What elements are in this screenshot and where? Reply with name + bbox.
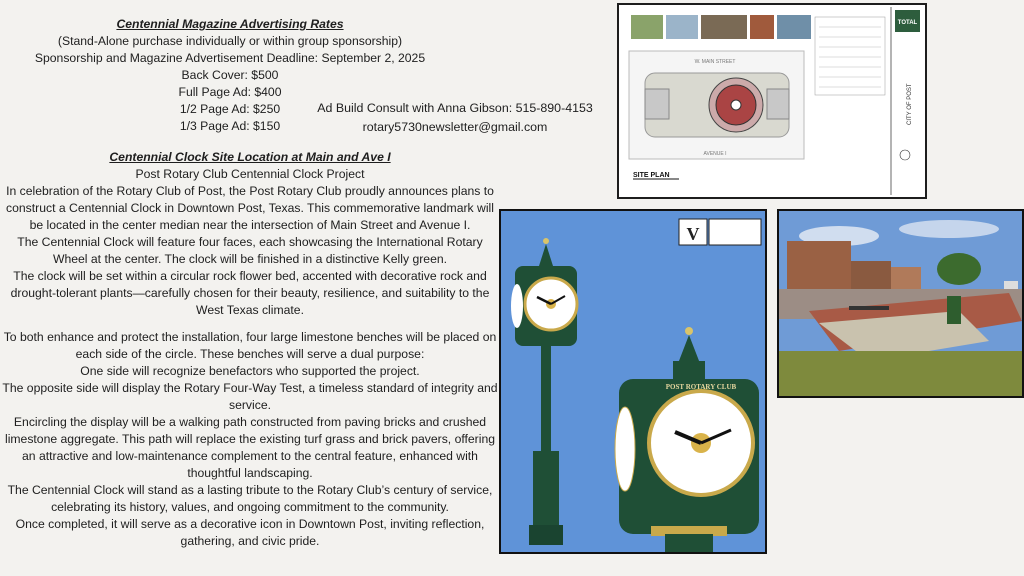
clock-site-title: Centennial Clock Site Location at Main and Ave I (109, 150, 391, 164)
paragraph: In celebration of the Rotary Club of Post, the Post Rotary Club proudly announces plans to construct a Centennial Clock in Downtown Post, Texas. This commemorative landmark will be located in the center median near the intersection of Main Street and Avenue I. (6, 184, 494, 232)
paragraph: Once completed, it will serve as a decorative icon in Downtown Post, inviting reflection, gathering, and civic pride. (15, 517, 485, 548)
bench (767, 89, 789, 119)
consult-contact: Ad Build Consult with Anna Gibson: 515-890-4153 (317, 101, 593, 115)
rate-full-page: Full Page Ad: $400 (178, 85, 282, 99)
thumb-photo (701, 15, 747, 39)
paragraph: To both enhance and protect the installation, four large limestone benches will be placed on each side of the circle. These benches will serve a dual purpose: (3, 330, 497, 361)
rate-third-page: 1/3 Page Ad: $150 (179, 119, 281, 133)
rate-half-page: 1/2 Page Ad: $250 (179, 102, 281, 116)
planter (947, 296, 961, 324)
clock-photo (499, 209, 767, 554)
tree (937, 253, 981, 285)
consult-email[interactable]: rotary5730newsletter@gmail.com (362, 120, 548, 134)
north-arrow-icon (900, 150, 910, 160)
site-plan-label: SITE PLAN (633, 172, 670, 179)
paragraph: One side will recognize benefactors who supported the project. (80, 364, 420, 378)
thumb-photo (666, 15, 698, 39)
bench (849, 306, 889, 310)
bench (645, 89, 669, 119)
vendor-logo-letter: V (686, 224, 700, 244)
street-bottom-label: AVENUE I (703, 151, 727, 157)
paragraph: Encircling the display will be a walking path constructed from paving bricks and crushed limestone aggregate. This path will replace the existing turf grass and brick pavers, offering an attractive and low-maintenance complement to the central feature, enhanced with thoughtful landscaping. (4, 415, 496, 480)
clock-face-text: POST ROTARY CLUB (665, 383, 737, 391)
site-plan-drawing (617, 3, 927, 199)
paragraph: The Centennial Clock will feature four faces, each showcasing the International Rotary Wheel at the center. The clock will be finished in a distinctive Kelly green. (17, 235, 483, 266)
clock-illustration (501, 211, 765, 552)
paragraph: The clock will be set within a circular rock flower bed, accented with decorative rock and drought-tolerant plants—carefully chosen for their beauty, resilience, and suitability to the West Texas climate. (10, 269, 490, 317)
firm-logo-text: TOTAL (897, 20, 918, 26)
thumb-photo (777, 15, 811, 39)
rates-deadline: Sponsorship and Magazine Advertisement Deadline: September 2, 2025 (34, 51, 426, 65)
rate-back-cover: Back Cover: $500 (181, 68, 279, 82)
project-title: CITY OF POST (907, 83, 913, 125)
clock-base (731, 100, 741, 110)
street-top-label: W. MAIN STREET (694, 59, 736, 65)
thumb-photo (750, 15, 774, 39)
site-plan-svg (619, 5, 925, 197)
brick-building (787, 241, 851, 291)
thumb-photo (631, 15, 663, 39)
car (1004, 281, 1018, 289)
spec-label (709, 219, 761, 245)
street-scene (779, 211, 1022, 396)
paragraph: The Centennial Clock will stand as a lasting tribute to the Rotary Club’s century of service, celebrating its history, values, and ongoing commitment to the community. (7, 483, 493, 514)
rates-title: Centennial Magazine Advertising Rates (116, 17, 344, 31)
large-clock (615, 327, 759, 552)
small-clock-post (511, 238, 577, 545)
building (851, 261, 891, 289)
clock-site-article (0, 149, 500, 550)
building (891, 267, 921, 289)
clock-site-subtitle: Post Rotary Club Centennial Clock Project (135, 167, 365, 181)
paragraph: The opposite side will display the Rotary Four-Way Test, a timeless standard of integrity and service. (2, 381, 498, 412)
street-photo (777, 209, 1024, 398)
rates-subtitle: (Stand-Alone purchase individually or within group sponsorship) (57, 34, 403, 48)
notes-table (815, 17, 885, 95)
consult-info (300, 99, 610, 137)
grass (779, 351, 1022, 396)
